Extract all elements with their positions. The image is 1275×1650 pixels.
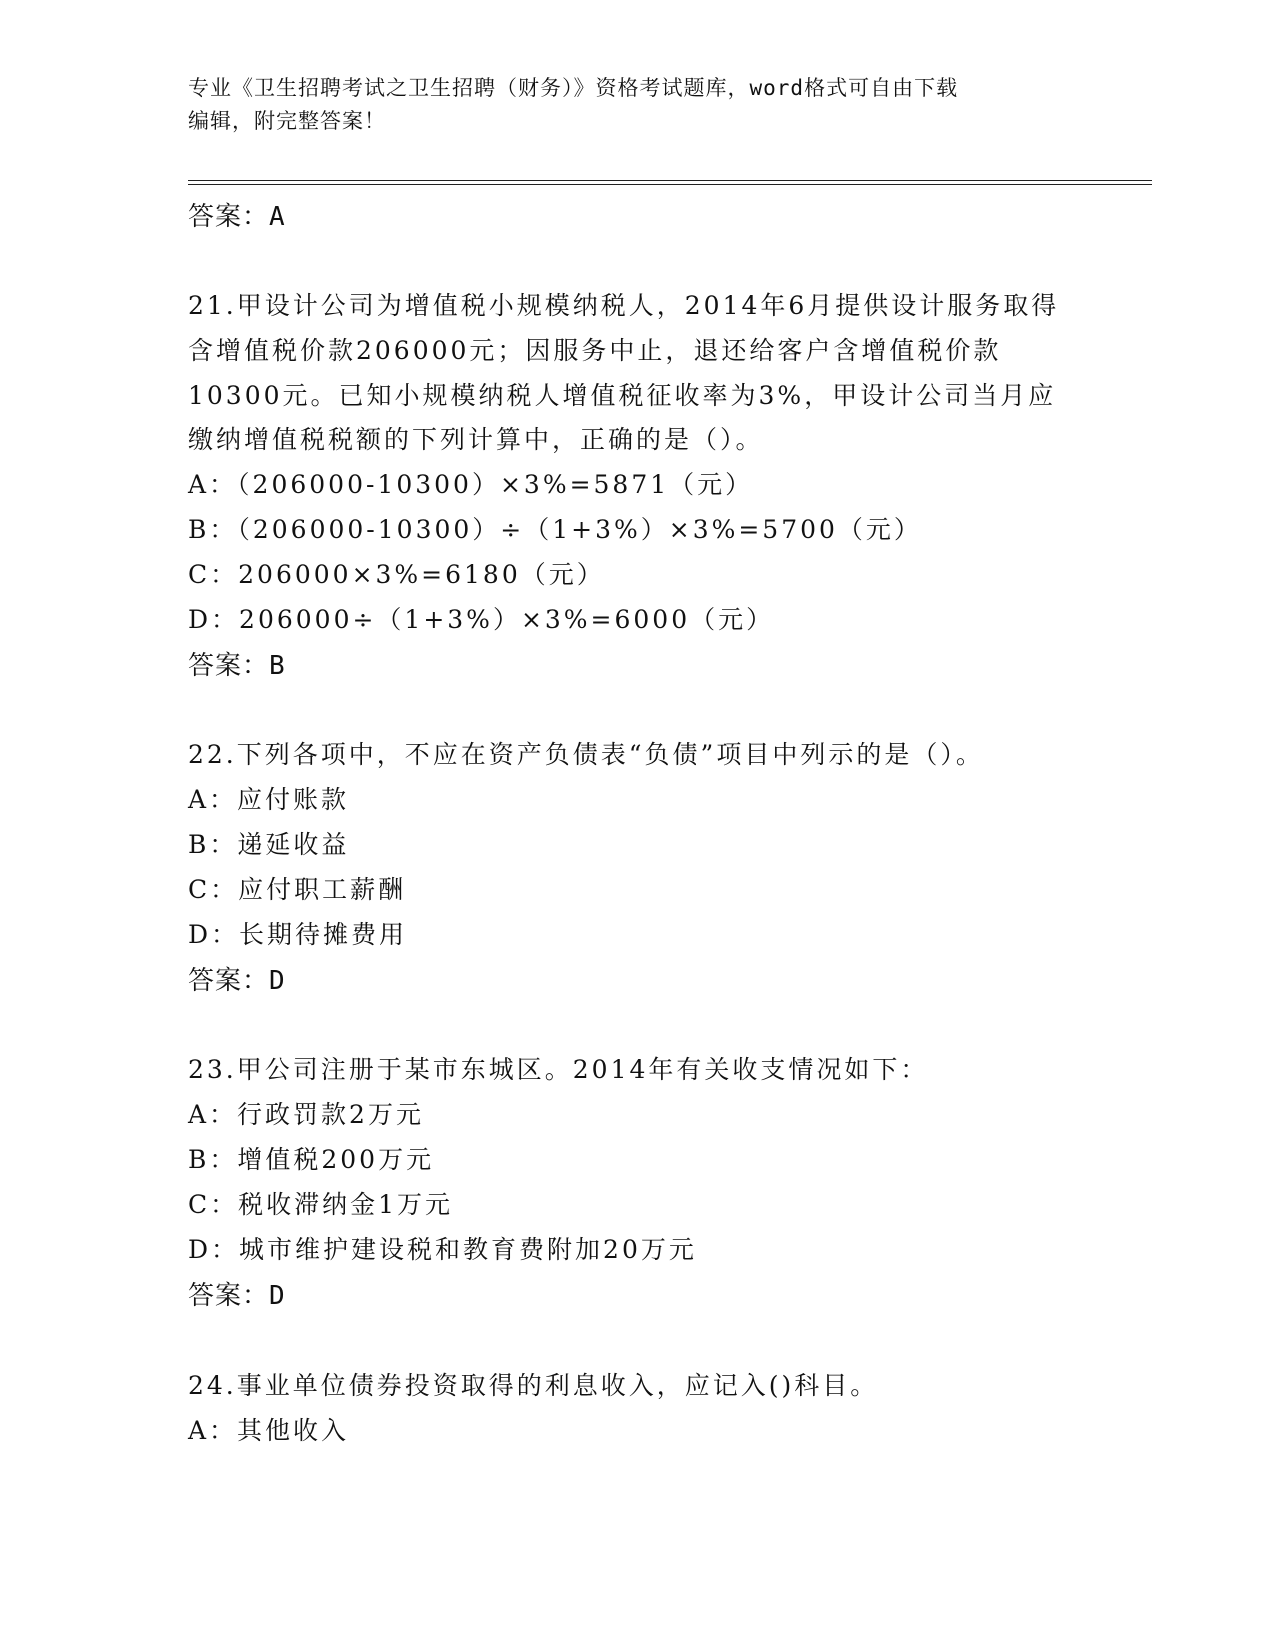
q21-stem-line-3: 10300元。已知小规模纳税人增值税征收率为3%，甲设计公司当月应 xyxy=(188,381,1057,410)
q22-stem: 22.下列各项中，不应在资产负债表“负债”项目中列示的是（）。 xyxy=(188,740,984,769)
q22-option-d: D：长期待摊费用 xyxy=(188,920,408,949)
q21-option-c: C：206000×3%=6180（元） xyxy=(188,560,605,589)
q21-stem-line-1: 21.甲设计公司为增值税小规模纳税人，2014年6月提供设计服务取得 xyxy=(188,291,1060,320)
header-line-2: 编辑，附完整答案！ xyxy=(188,109,386,133)
answer-prev: 答案：A xyxy=(188,202,286,232)
q21-option-b: B：（206000-10300）÷（1+3%）×3%=5700（元） xyxy=(188,515,922,544)
q21-option-d: D：206000÷（1+3%）×3%=6000（元） xyxy=(188,605,775,634)
q22-option-a: A：应付账款 xyxy=(188,785,350,814)
header-rule-bottom xyxy=(188,184,1152,185)
header-line-1: 专业《卫生招聘考试之卫生招聘（财务）》资格考试题库，word格式可自由下载 xyxy=(188,76,959,100)
q22-answer: 答案：D xyxy=(188,966,286,996)
q23-option-a: A：行政罚款2万元 xyxy=(188,1100,424,1129)
q23-option-c: C：税收滞纳金1万元 xyxy=(188,1190,454,1219)
q23-option-d: D：城市维护建设税和教育费附加20万元 xyxy=(188,1235,697,1264)
q22-option-b: B：递延收益 xyxy=(188,830,350,859)
header-rule-top xyxy=(188,180,1152,181)
q21-option-a: A：（206000-10300）×3%=5871（元） xyxy=(188,470,754,499)
q21-stem-line-2: 含增值税价款206000元；因服务中止，退还给客户含增值税价款 xyxy=(188,336,1002,365)
q22-option-c: C：应付职工薪酬 xyxy=(188,875,407,904)
q24-stem: 24.事业单位债券投资取得的利息收入，应记入()科目。 xyxy=(188,1371,879,1400)
q23-option-b: B：增值税200万元 xyxy=(188,1145,435,1174)
q21-stem-line-4: 缴纳增值税税额的下列计算中，正确的是（）。 xyxy=(188,425,764,454)
q24-option-a: A：其他收入 xyxy=(188,1416,350,1445)
document-header xyxy=(188,72,1088,138)
q21-answer: 答案：B xyxy=(188,651,286,681)
q23-stem: 23.甲公司注册于某市东城区。2014年有关收支情况如下： xyxy=(188,1055,929,1084)
q23-answer: 答案：D xyxy=(188,1281,286,1311)
